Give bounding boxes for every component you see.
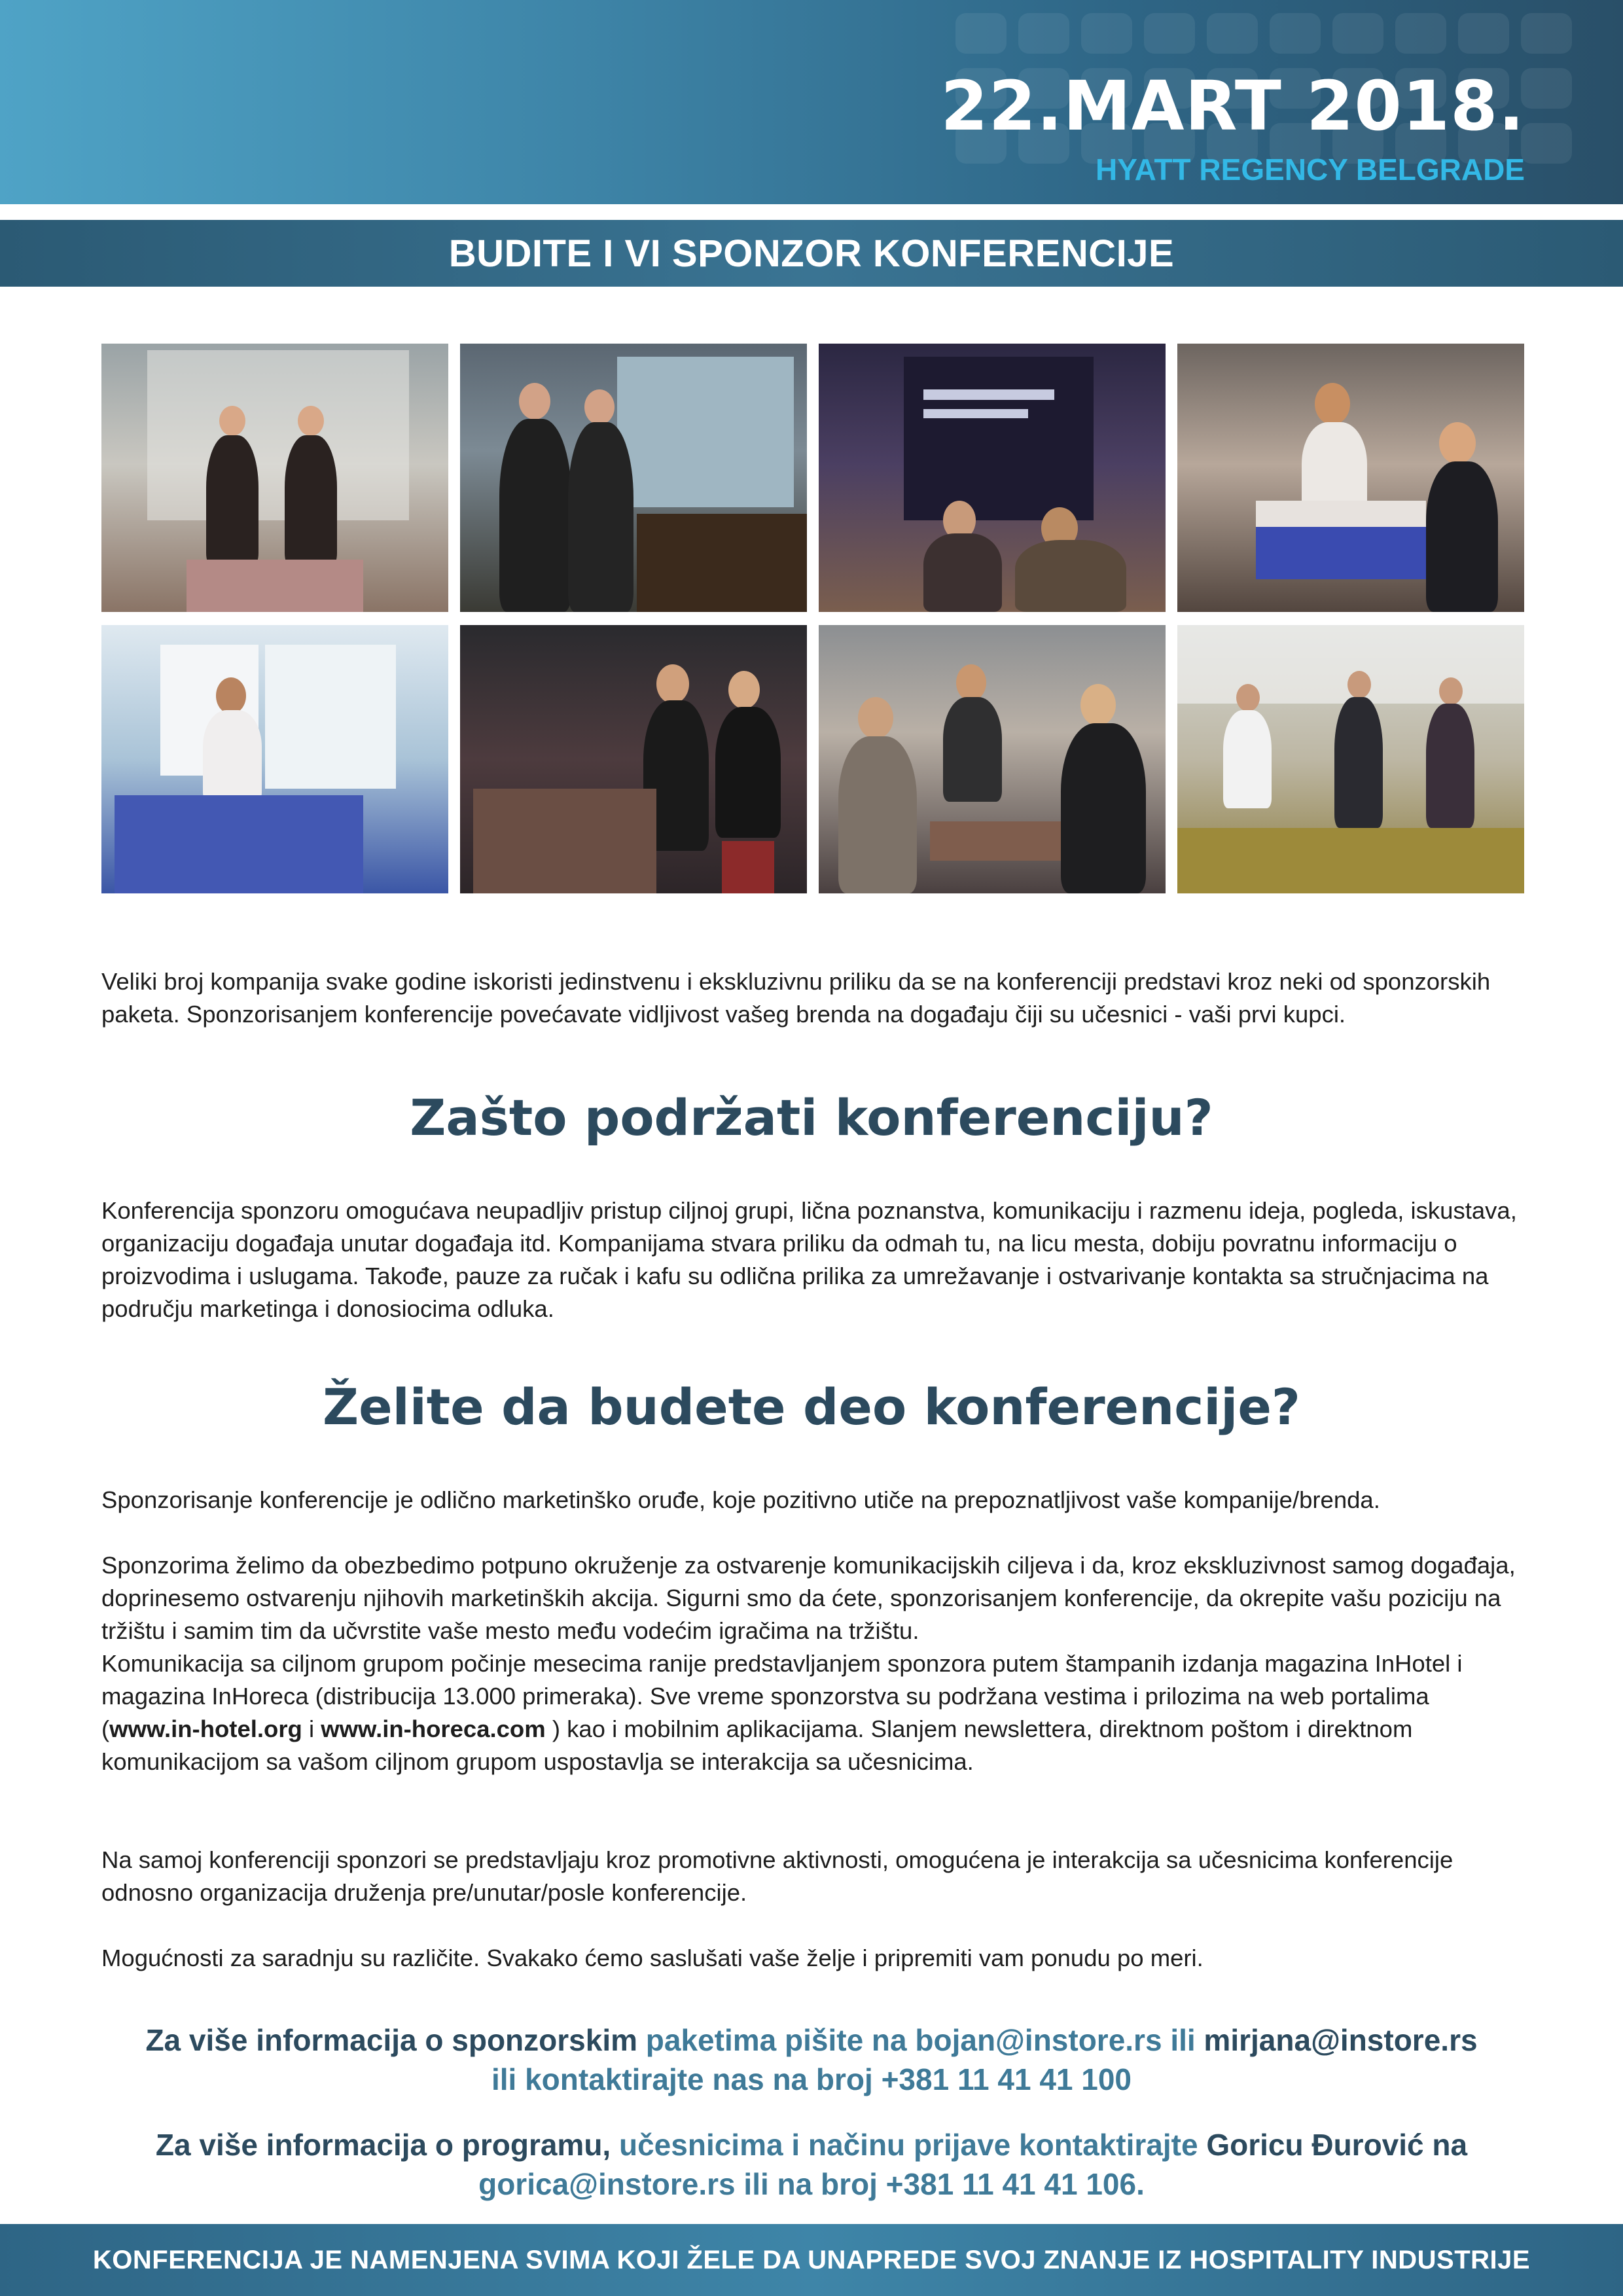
- header-tile: [1332, 13, 1383, 54]
- sponsor-contact-line-1: [0, 2020, 1623, 2060]
- header-tile: [1458, 13, 1509, 54]
- program-contact-person: Goricu Đurović na: [1198, 2128, 1468, 2162]
- sponsor-contact-lead: Za više informacija o sponzorskim: [145, 2023, 646, 2057]
- in-horeca-link[interactable]: www.in-horeca.com: [321, 1715, 546, 1742]
- banner: [0, 220, 1623, 287]
- photo-product-table: [460, 625, 807, 893]
- program-contact-lead: Za više informacija o programu,: [155, 2128, 619, 2162]
- header-tile: [1395, 13, 1446, 54]
- heading-why-support: Zašto podržati konferenciju?: [410, 1088, 1213, 1147]
- header-tile: [1521, 68, 1572, 109]
- header-tile: [1144, 13, 1195, 54]
- event-date: 22.MART 2018.: [940, 66, 1525, 146]
- sponsor-goals-paragraph: Sponzorima želimo da obezbedimo potpuno okruženje za ostvarenje komunikacijskih ciljeva i da, kroz ekskluzivnost samog događaja, doprinesemo ostvarenju njihovih marketinških akcija. Sigurni smo da ćete, sponzorisanjem konferencije, da okrepite vašu poziciju na tržištu i samim tim da učvrstite vaše mesto među vodećim igračima na tržištu.: [101, 1552, 1516, 1644]
- footer-band: [0, 2224, 1623, 2296]
- photo-hostesses-booth: [101, 344, 448, 612]
- communication-text-mid: i: [302, 1715, 321, 1742]
- header-tile: [1081, 13, 1132, 54]
- photo-cosmetics-stand: [1177, 344, 1524, 612]
- heading-be-part: Želite da budete deo konferencije?: [323, 1378, 1300, 1436]
- photo-olive-oil-stand: [460, 344, 807, 612]
- footer-text: KONFERENCIJA JE NAMENJENA SVIMA KOJI ŽELE DA UNAPREDE SVOJ ZNANJE IZ HOSPITALITY INDUSTRIJE: [92, 2245, 1531, 2274]
- program-contact: [0, 2125, 1623, 2204]
- sponsor-contact-email[interactable]: paketima pišite na bojan@instore.rs ili: [645, 2023, 1196, 2057]
- photo-exhibition-hall: [1177, 625, 1524, 893]
- cooperation-paragraph: Mogućnosti za saradnju su različite. Svakako ćemo saslušati vaše želje i pripremiti vam ponudu po meri.: [101, 1945, 1204, 1971]
- program-contact-mid: učesnicima i načinu prijave kontaktirajte: [619, 2128, 1198, 2162]
- sponsor-contact: [0, 2020, 1623, 2099]
- header-tile: [1521, 123, 1572, 164]
- header-tile: [1207, 13, 1258, 54]
- sponsor-contact-email-2[interactable]: mirjana@instore.rs: [1195, 2023, 1478, 2057]
- in-hotel-link[interactable]: www.in-hotel.org: [109, 1715, 302, 1742]
- communication-text-end: ) kao i mobilnim aplikacijama. Slanjem newslettera, direktnom poštom i direktnom komunikacijom sa vašom ciljnom grupom uspostavlja se interakcija sa učesnicima.: [101, 1715, 1413, 1775]
- program-contact-line-2[interactable]: gorica@instore.rs ili na broj +381 11 41 41 106.: [478, 2167, 1145, 2201]
- on-site-paragraph: Na samoj konferenciji sponzori se predstavljaju kroz promotivne aktivnosti, omogućena je interakcija sa učesnicima konferencije odnosno organizacija druženja pre/unutar/posle konferencije.: [101, 1846, 1454, 1906]
- header-tile: [1270, 13, 1321, 54]
- communication-paragraph: [101, 1647, 1528, 1778]
- header-tile: [1521, 13, 1572, 54]
- marketing-tool-paragraph: Sponzorisanje konferencije je odlično marketinško oruđe, koje pozitivno utiče na prepoznatljivost vaše kompanije/brenda.: [101, 1486, 1380, 1513]
- header-tile: [955, 13, 1007, 54]
- header-tile: [1018, 13, 1069, 54]
- header-band: [0, 0, 1623, 204]
- event-venue: HYATT REGENCY BELGRADE: [1095, 152, 1525, 187]
- sponsor-contact-line-2[interactable]: ili kontaktirajte nas na broj +381 11 41 41 100: [491, 2062, 1132, 2096]
- communication-text-start: Komunikacija sa ciljnom grupom počinje mesecima ranije predstavljanjem sponzora putem štampanih izdanja magazina InHotel i magazina InHoreca (distribucija 13.000 primeraka). Sve vreme sponzorstva su podržana vestima i prilozima na web portalima (: [101, 1650, 1463, 1742]
- program-contact-line-1: [0, 2125, 1623, 2164]
- intro-paragraph: Veliki broj kompanija svake godine iskoristi jedinstvenu i ekskluzivnu priliku da se na konferenciji predstavi kroz neki od sponzorskih paketa. Sponzorisanjem konferencije povećavate vidljivost vašeg brenda na događaju čiji su učesnici - vaši prvi kupci.: [101, 968, 1491, 1028]
- banner-title: BUDITE I VI SPONZOR KONFERENCIJE: [448, 232, 1175, 275]
- photo-networking-crowd: [819, 625, 1166, 893]
- photo-presenter-stand: [101, 625, 448, 893]
- why-support-paragraph: Konferencija sponzoru omogućava neupadljiv pristup ciljnoj grupi, lična poznanstva, komunikaciju i razmenu ideja, pogleda, iskustava, organizaciju događaja unutar događaja itd. Kompanijama stvara priliku da odmah tu, na licu mesta, dobiju povratnu informaciju o proizvodima i uslugama. Takođe, pauze za ručak i kafu su odlična prilika za umrežavanje i ostvarivanje kontakta sa stručnjacima na području marketinga i donosiocima odluka.: [101, 1197, 1517, 1322]
- photo-big-data-stand: [819, 344, 1166, 612]
